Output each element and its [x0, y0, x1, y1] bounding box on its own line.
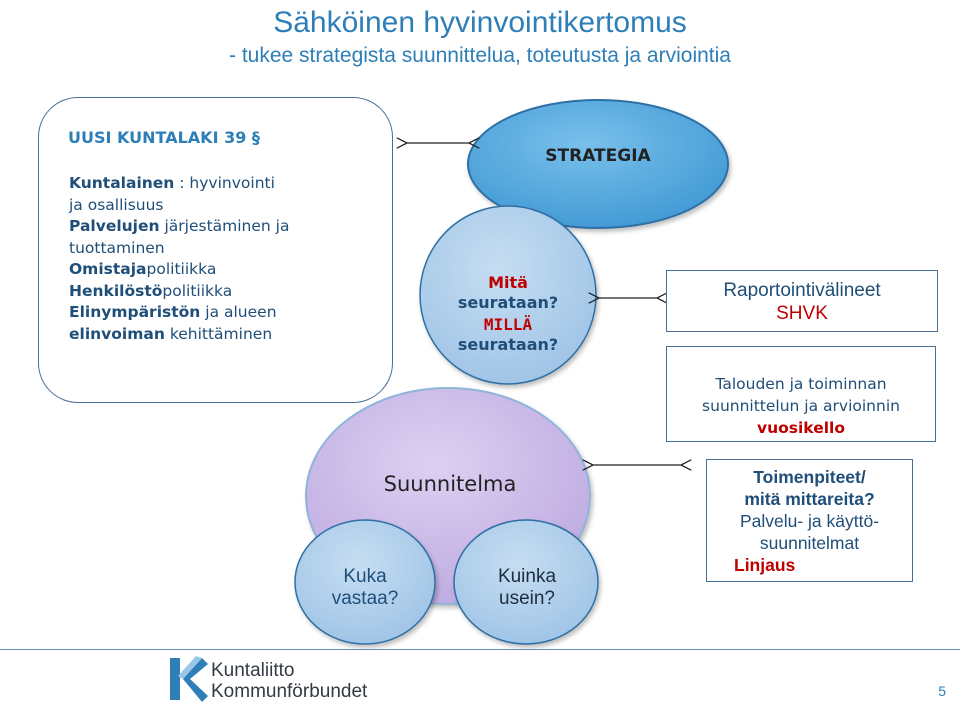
footer-divider [0, 649, 960, 650]
plan-label: Suunnitelma [383, 472, 517, 496]
measures-line3: Palvelu- ja käyttö- [739, 511, 880, 531]
monitor-line3: MILLÄ [483, 315, 533, 334]
law-line: ja osallisuus [69, 195, 164, 214]
monitor-line4: seurataan? [457, 335, 559, 354]
monitor-line1: Mitä [488, 273, 528, 292]
cycle-line3: vuosikello [756, 419, 845, 437]
reporting-line1: Raportointivälineet [723, 280, 881, 301]
how-often-text [467, 566, 587, 610]
measures-line1: Toimenpiteet/ [753, 467, 866, 487]
who-text [305, 566, 425, 610]
law-line: Elinympäristön ja alueen [69, 303, 277, 321]
law-line: Henkilöstöpolitiikka [69, 281, 233, 300]
monitor-line2: seurataan? [457, 293, 559, 312]
logo-text-line2: Kommunförbundet [211, 681, 368, 702]
law-line: Omistajapolitiikka [69, 260, 217, 278]
how-often-line1: Kuinka [497, 566, 557, 587]
cycle-line1: Talouden ja toiminnan [715, 375, 887, 393]
strategy-label: STRATEGIA [545, 146, 651, 166]
monitor-text [440, 273, 576, 355]
kuntaliitto-logo-icon [170, 656, 208, 702]
reporting-box [666, 270, 938, 332]
who-line2: vastaa? [331, 588, 399, 609]
page-subtitle: - tukee strategista suunnittelua, toteutusta ja arviointia [229, 44, 731, 67]
law-heading: UUSI KUNTALAKI 39 § [68, 128, 260, 147]
law-line: tuottaminen [69, 238, 165, 257]
cycle-line2: suunnittelun ja arvioinnin [702, 397, 900, 415]
measures-line5: Linjaus [734, 555, 796, 575]
page-title: Sähköinen hyvinvointikertomus [273, 6, 687, 39]
law-line: elinvoiman kehittäminen [69, 324, 273, 343]
reporting-line2: SHVK [776, 303, 828, 324]
how-often-line2: usein? [499, 588, 555, 609]
page-number: 5 [938, 683, 946, 699]
measures-line2: mitä mittareita? [744, 489, 875, 509]
law-line: Palvelujen järjestäminen ja [69, 217, 290, 235]
logo-text-line1: Kuntaliitto [211, 660, 295, 681]
law-line: Kuntalainen : hyvinvointi [69, 174, 275, 192]
cycle-box [666, 346, 936, 442]
law-lines [69, 173, 369, 345]
measures-line4: suunnitelmat [759, 533, 860, 553]
measures-box [706, 459, 913, 582]
who-line1: Kuka [343, 566, 387, 587]
